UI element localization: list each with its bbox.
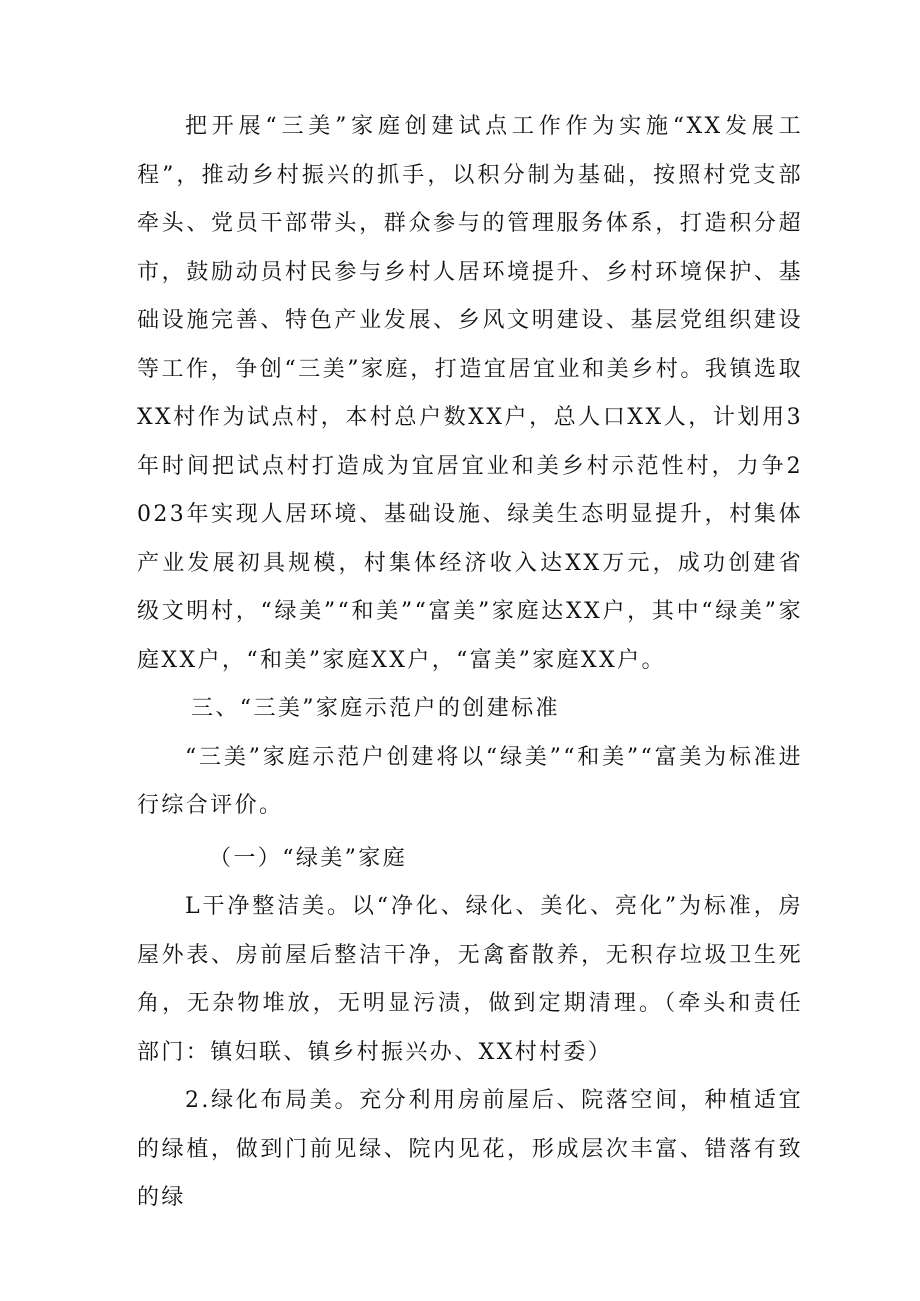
document-body (137, 103, 803, 1223)
paragraph-standard: “三美”家庭示范户创建将以“绿美”“和美”“富美为标准进行综合评价。 (137, 744, 803, 818)
subheading-green-family: （一）“绿美”家庭 (209, 845, 408, 871)
paragraph-clean-beauty: L干净整洁美。以“净化、绿化、美化、亮化”为标准，房屋外表、房前屋后整洁干净，无禽畜散养，无积存垃圾卫生死角，无杂物堆放，无明显污渍，做到定期清理。（牵头和责任部门：镇妇联、镇乡村振兴办、XX村村委） (137, 894, 803, 1065)
paragraph-greening-layout: 2.绿化布局美。充分利用房前屋后、院落空间，种植适宜的绿植，做到门前见绿、院内见花，形成层次丰富、错落有致的绿 (137, 1088, 803, 1210)
section-heading-3: 三、“三美”家庭示范户的创建标准 (191, 696, 560, 721)
paragraph-intro: 把开展“三美”家庭创建试点工作作为实施“XX发展工程”，推动乡村振兴的抓手，以积分制为基础，按照村党支部牵头、党员干部带头，群众参与的管理服务体系，打造积分超市，鼓励动员村民参与乡村人居环境提升、乡村环境保护、基础设施完善、特色产业发展、乡风文明建设、基层党组织建设等工作，争创“三美”家庭，打造宜居宜业和美乡村。我镇选取XX村作为试点村，本村总户数XX户，总人口XX人，计划用3年时间把试点村打造成为宜居宜业和美乡村示范性村，力争2023年实现人居环境、基础设施、绿美生态明显提升，村集体产业发展初具规模，村集体经济收入达XX万元，成功创建省级文明村，“绿美”“和美”“富美”家庭达XX户，其中“绿美”家庭XX户，“和美”家庭XX户，“富美”家庭XX户。 (137, 114, 803, 673)
